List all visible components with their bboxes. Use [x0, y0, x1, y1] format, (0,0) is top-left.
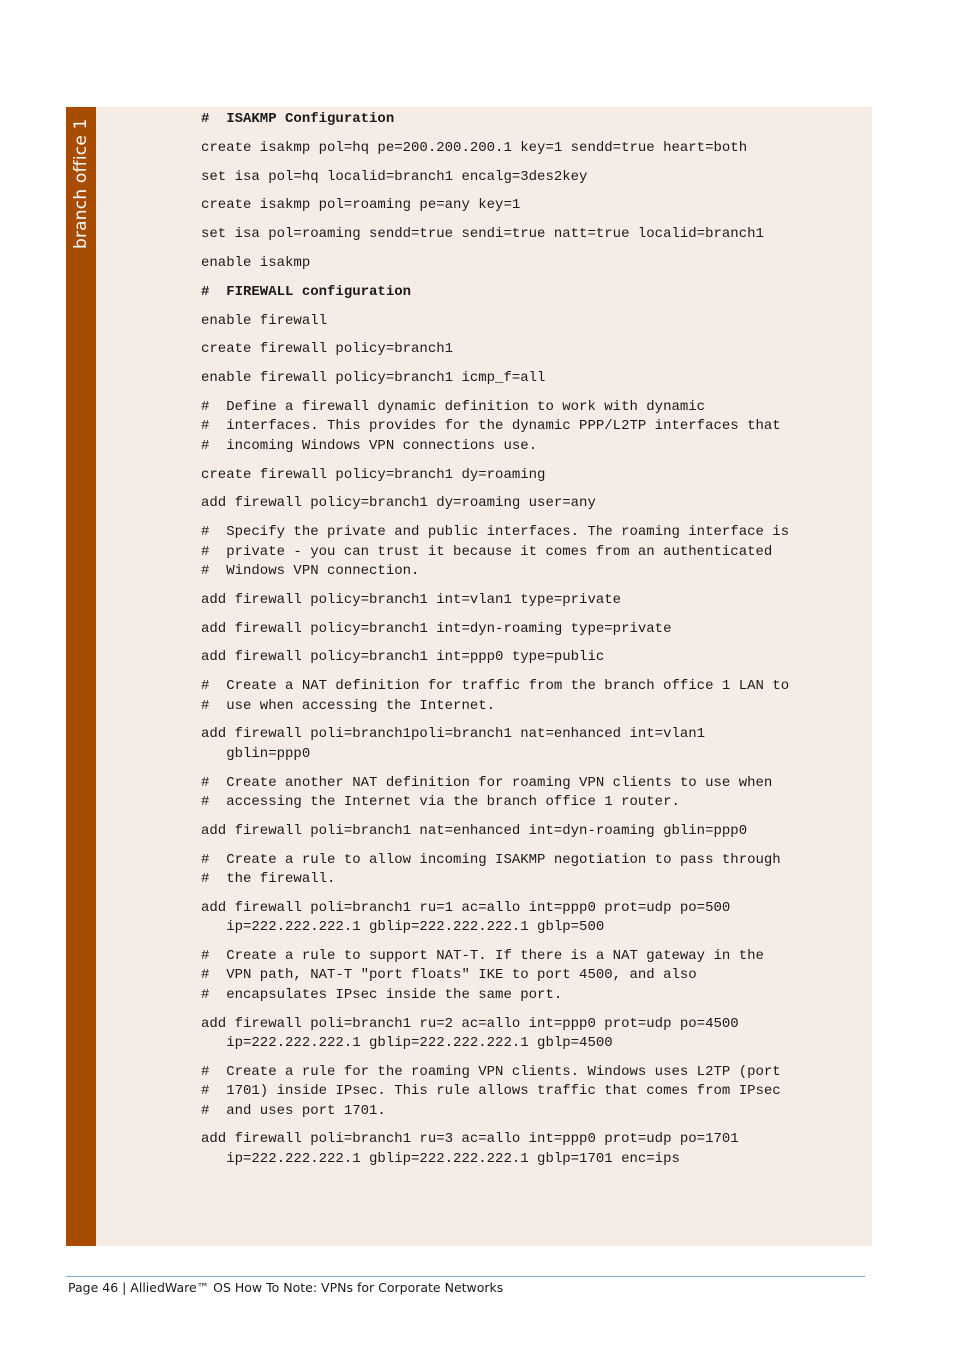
- section-tab: [66, 107, 96, 267]
- code-comment: # Specify the private and public interfaces. The roaming interface is # private - you can trust it because it comes from an authenticated # Windows VPN connection.: [201, 524, 790, 579]
- code-comment: # Create another NAT definition for roaming VPN clients to use when # accessing the Internet via the branch office 1 router.: [201, 774, 773, 810]
- code-line: enable firewall: [201, 312, 328, 329]
- code-line: enable isakmp: [201, 254, 311, 271]
- section-sidebar: [66, 107, 96, 1246]
- footer-divider: [66, 1276, 865, 1277]
- code-line: create firewall policy=branch1: [201, 341, 454, 358]
- code-line: add firewall policy=branch1 int=vlan1 type=private: [201, 591, 622, 608]
- code-line: add firewall poli=branch1 ru=3 ac=allo int=ppp0 prot=udp po=1701 ip=222.222.222.1 gblip=222.222.222.1 gblp=1701 enc=ips: [201, 1131, 739, 1167]
- code-line: add firewall poli=branch1 nat=enhanced int=dyn-roaming gblin=ppp0: [201, 822, 748, 839]
- code-line: enable firewall policy=branch1 icmp_f=all: [201, 370, 546, 387]
- code-line: add firewall policy=branch1 int=dyn-roaming type=private: [201, 620, 672, 637]
- code-comment: # Create a rule to support NAT-T. If there is a NAT gateway in the # VPN path, NAT-T "port floats" IKE to port 4500, and also # encapsulates IPsec inside the same port.: [201, 947, 764, 1003]
- page-footer: Page 46 | AlliedWare™ OS How To Note: VPNs for Corporate Networks: [68, 1280, 504, 1295]
- code-line: set isa pol=hq localid=branch1 encalg=3des2key: [201, 168, 588, 185]
- code-listing: [201, 110, 871, 1179]
- code-heading-isakmp: # ISAKMP Configuration: [201, 111, 395, 127]
- code-line: add firewall poli=branch1 ru=2 ac=allo int=ppp0 prot=udp po=4500 ip=222.222.222.1 gblip=222.222.222.1 gblp=4500: [201, 1015, 739, 1051]
- code-line: add firewall policy=branch1 dy=roaming user=any: [201, 495, 596, 512]
- code-line: add firewall policy=branch1 int=ppp0 type=public: [201, 649, 605, 666]
- code-comment: # Define a firewall dynamic definition to work with dynamic # interfaces. This provides for the dynamic PPP/L2TP interfaces that # incoming Windows VPN connections use.: [201, 398, 781, 454]
- code-line: create isakmp pol=hq pe=200.200.200.1 key=1 sendd=true heart=both: [201, 139, 748, 156]
- section-label: branch office 1: [71, 118, 91, 249]
- code-comment: # Create a NAT definition for traffic from the branch office 1 LAN to # use when accessing the Internet.: [201, 678, 790, 714]
- code-heading-firewall: # FIREWALL configuration: [201, 283, 412, 300]
- code-line: create isakmp pol=roaming pe=any key=1: [201, 197, 521, 214]
- code-line: add firewall poli=branch1 ru=1 ac=allo int=ppp0 prot=udp po=500 ip=222.222.222.1 gblip=222.222.222.1 gblp=500: [201, 899, 731, 936]
- code-line: create firewall policy=branch1 dy=roaming: [201, 466, 546, 483]
- code-comment: # Create a rule for the roaming VPN clients. Windows uses L2TP (port # 1701) inside IPsec. This rule allows traffic that comes from IPsec # and uses port 1701.: [201, 1063, 781, 1119]
- code-line: set isa pol=roaming sendd=true sendi=true natt=true localid=branch1: [201, 226, 764, 243]
- code-line: add firewall poli=branch1poli=branch1 nat=enhanced int=vlan1 gblin=ppp0: [201, 726, 706, 762]
- code-comment: # Create a rule to allow incoming ISAKMP negotiation to pass through # the firewall.: [201, 851, 781, 887]
